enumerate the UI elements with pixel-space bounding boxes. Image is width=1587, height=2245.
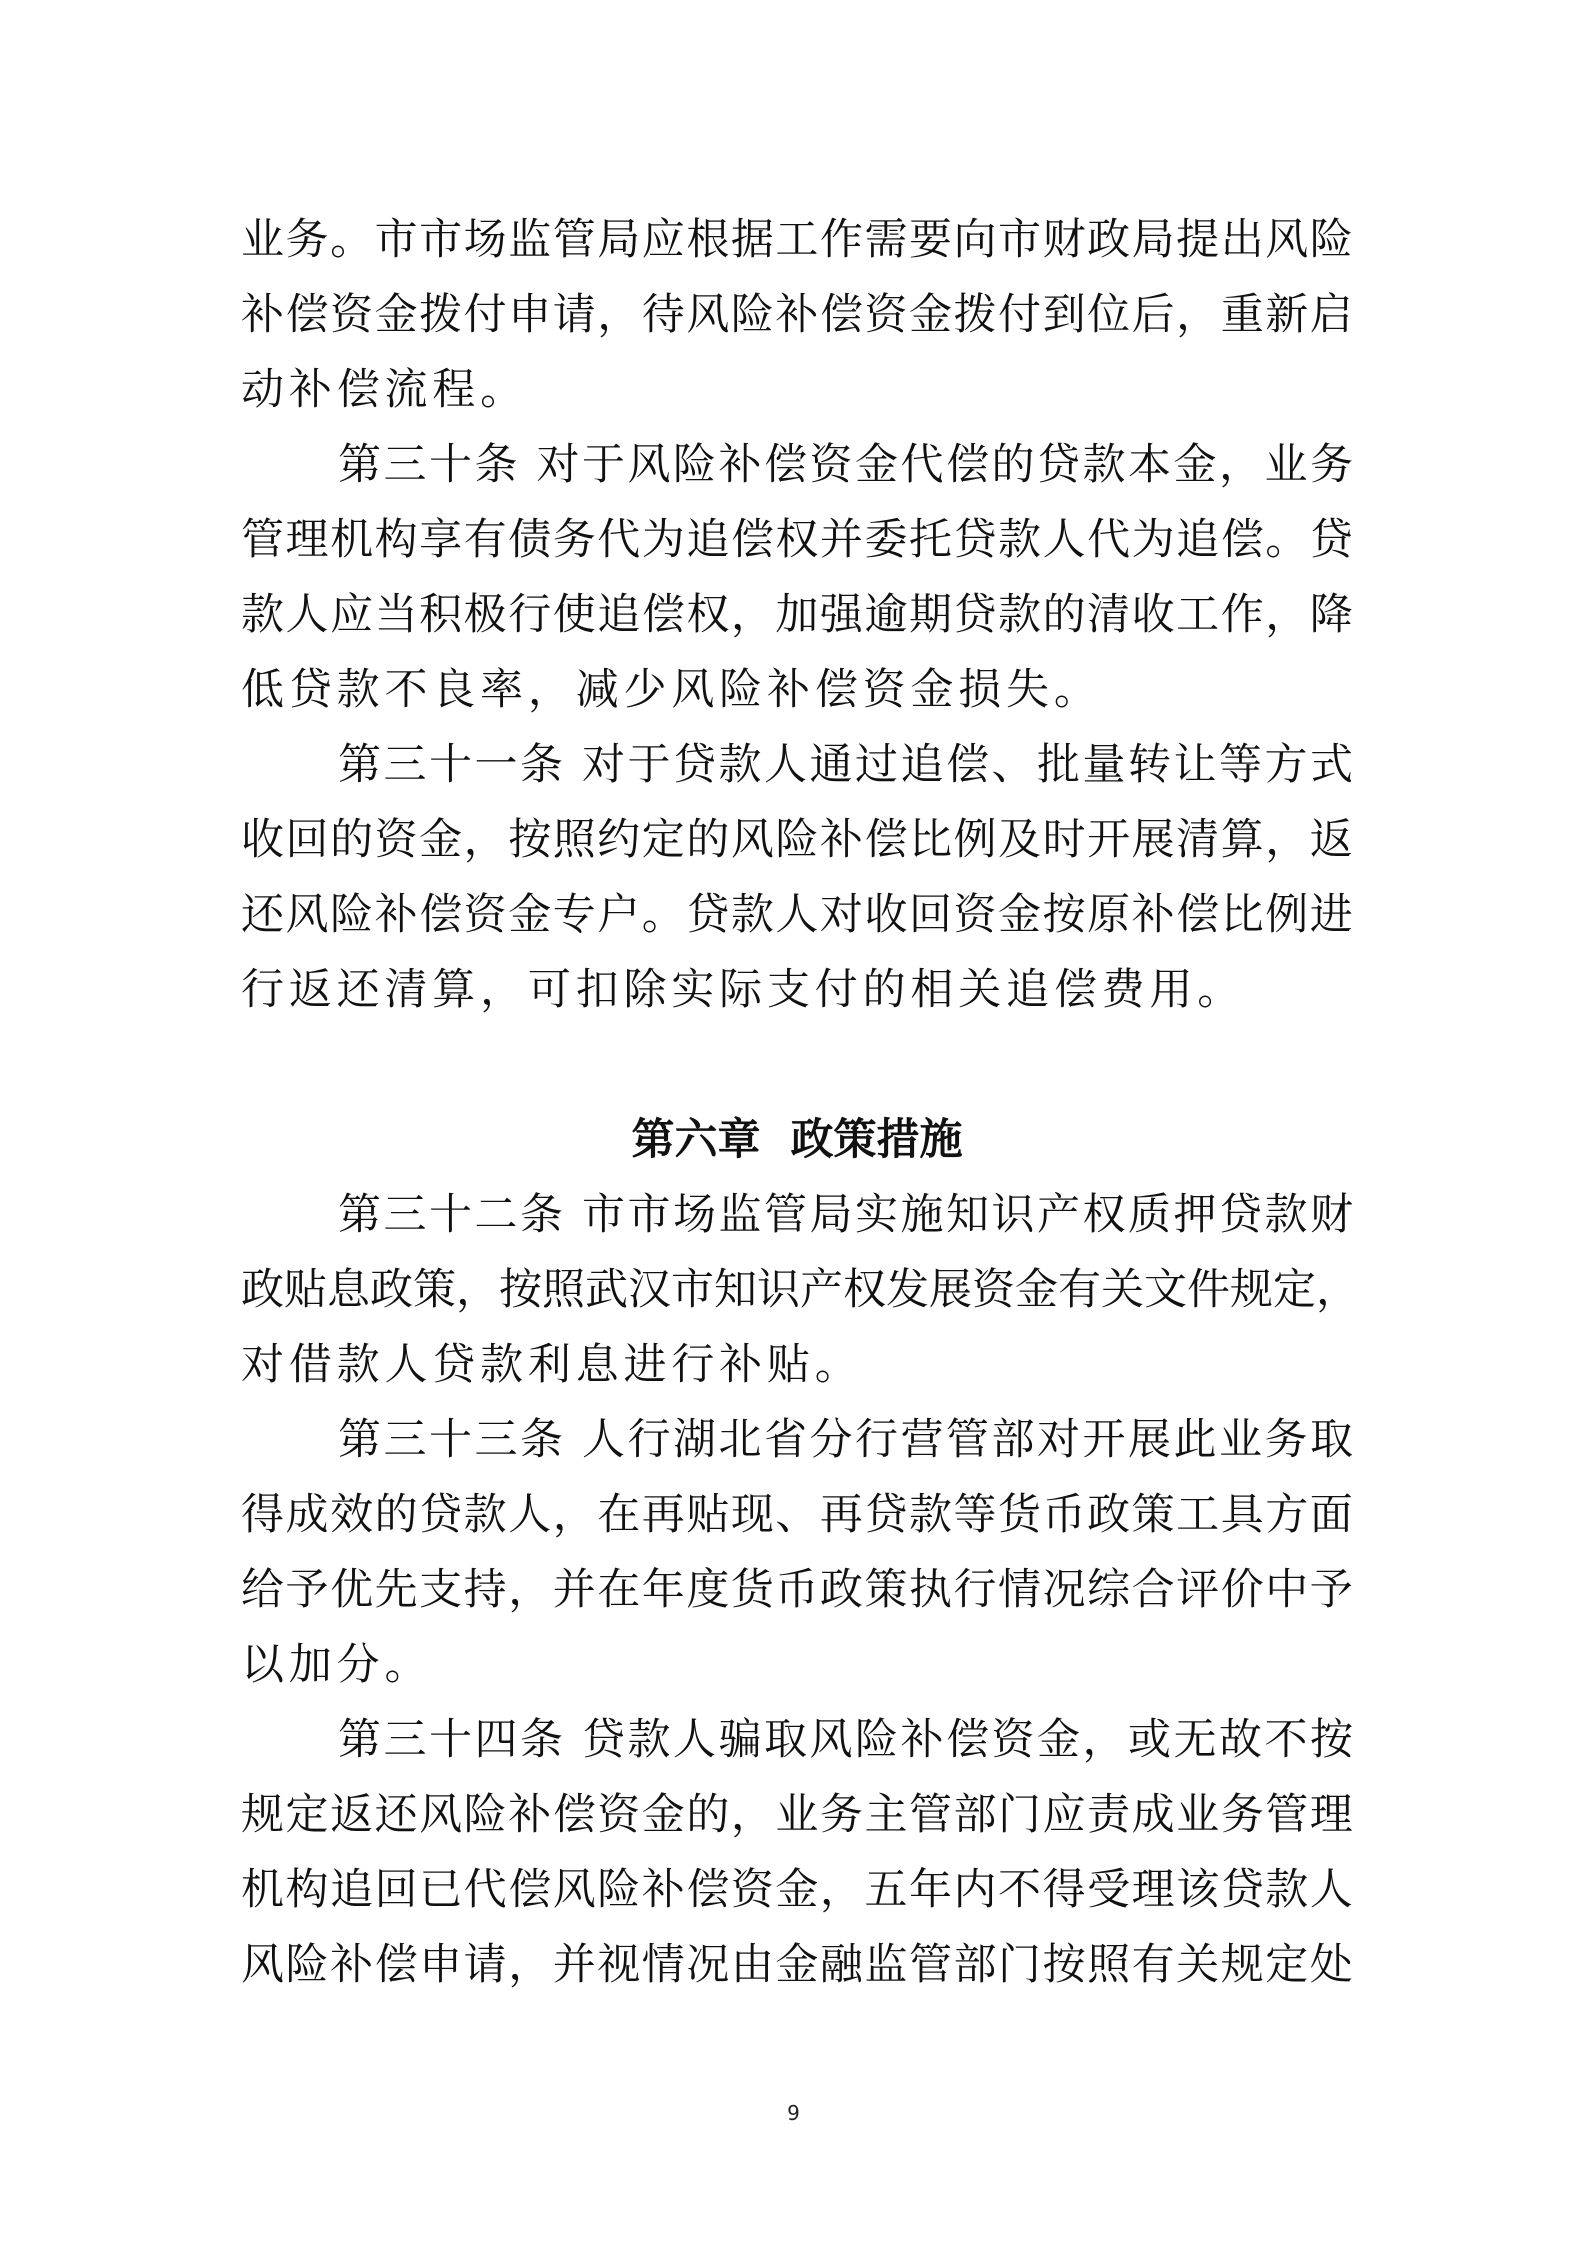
text-line: 规 定 返 还 风 险 补 偿 资 金 的 ， 业 务 主 管 部 门 应 责 成 业 务 管 理: [241, 1790, 1353, 1840]
text-line: 机 构 追 回 已 代 偿 风 险 补 偿 资 金 ， 五 年 内 不 得 受 理 该 贷 款 人: [241, 1865, 1353, 1915]
text-block-after-chapter: [241, 1178, 1359, 2003]
text-line: 以 加 分 。: [241, 1640, 433, 1690]
page-number: 9: [787, 2101, 800, 2125]
text-line: 得 成 效 的 贷 款 人 ， 在 再 贴 现 、 再 贷 款 等 货 币 政 策 工 具 方 面: [241, 1490, 1353, 1540]
text-line: 行 返 还 清 算 ， 可 扣 除 实 际 支 付 的 相 关 追 偿 费 用 。: [241, 965, 1246, 1015]
text-line: 动 补 偿 流 程 。: [241, 365, 528, 415]
text-line: 第 三 十 四 条 贷 款 人 骗 取 风 险 补 偿 资 金 ， 或 无 故 不 按: [338, 1715, 1353, 1765]
chapter-title: 第六章 政策措施: [631, 1115, 963, 1165]
text-line: 收 回 的 资 金 ， 按 照 约 定 的 风 险 补 偿 比 例 及 时 开 展 清 算 ， 返: [241, 815, 1353, 865]
text-line: 对 借 款 人 贷 款 利 息 进 行 补 贴 。: [241, 1340, 863, 1390]
text-line: 第 三 十 二 条 市 市 场 监 管 局 实 施 知 识 产 权 质 押 贷 款 财: [338, 1190, 1353, 1240]
text-line: 第 三 十 条 对 于 风 险 补 偿 资 金 代 偿 的 贷 款 本 金 ， 业 务: [338, 440, 1353, 490]
text-line: 管 理 机 构 享 有 债 务 代 为 追 偿 权 并 委 托 贷 款 人 代 为 追 偿 。 贷: [241, 515, 1353, 565]
text-line: 低 贷 款 不 良 率 ， 减 少 风 险 补 偿 资 金 损 失 。: [241, 665, 1102, 715]
text-line: 业 务 。 市 市 场 监 管 局 应 根 据 工 作 需 要 向 市 财 政 局 提 出 风 险: [241, 215, 1353, 265]
text-line: 还 风 险 补 偿 资 金 专 户 。 贷 款 人 对 收 回 资 金 按 原 补 偿 比 例 进: [241, 890, 1353, 940]
text-line: 第 三 十 一 条 对 于 贷 款 人 通 过 追 偿 、 批 量 转 让 等 方 式: [338, 740, 1353, 790]
text-block-before-chapter: [241, 203, 1353, 1028]
text-line: 补 偿 资 金 拨 付 申 请 ， 待 风 险 补 偿 资 金 拨 付 到 位 后 ， 重 新 启: [241, 290, 1353, 340]
document-body: [241, 203, 1359, 2003]
text-line: 第 三 十 三 条 人 行 湖 北 省 分 行 营 管 部 对 开 展 此 业 务 取: [338, 1415, 1353, 1465]
text-line: 政 贴 息 政 策 ， 按 照 武 汉 市 知 识 产 权 发 展 资 金 有 关 文 件 规 定 ，: [241, 1265, 1359, 1315]
text-line: 给 予 优 先 支 持 ， 并 在 年 度 货 币 政 策 执 行 情 况 综 合 评 价 中 予: [241, 1565, 1353, 1615]
text-line: 款 人 应 当 积 极 行 使 追 偿 权 ， 加 强 逾 期 贷 款 的 清 收 工 作 ， 降: [241, 590, 1353, 640]
text-line: 风 险 补 偿 申 请 ， 并 视 情 况 由 金 融 监 管 部 门 按 照 有 关 规 定 处: [241, 1940, 1353, 1990]
chapter-spacing: [241, 1028, 1353, 1103]
